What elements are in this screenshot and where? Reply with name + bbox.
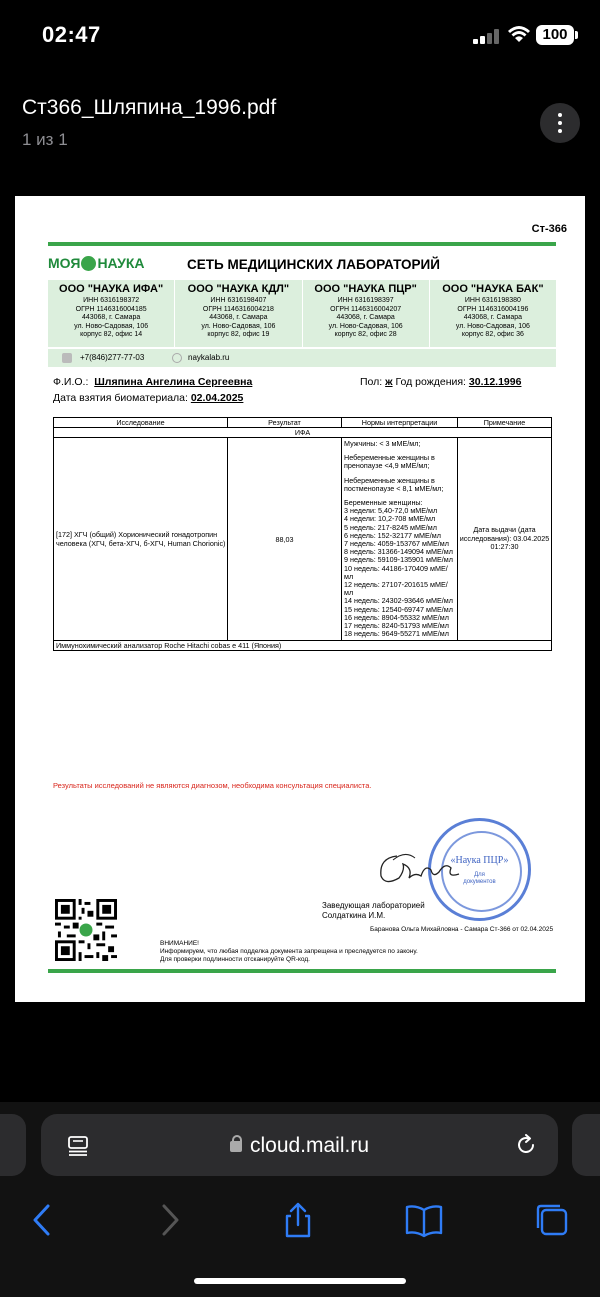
col-header: Исследование bbox=[54, 418, 228, 428]
reload-icon[interactable] bbox=[515, 1134, 537, 1156]
wifi-icon bbox=[507, 24, 531, 44]
lab-stamp: «Наука ПЦР» Для документов bbox=[428, 818, 531, 921]
lab-kdl: ООО "НАУКА КДЛ" ИНН 6316198407 ОГРН 1146316004218 443068, г. Самара ул. Ново-Садовая, 106 корпус 82, офис 19 bbox=[175, 280, 302, 347]
contacts-bar bbox=[48, 349, 556, 367]
col-header: Нормы интерпретации bbox=[342, 418, 458, 428]
status-bar bbox=[0, 0, 600, 70]
col-header: Примечание bbox=[458, 418, 552, 428]
norm-line: Беременные женщины: bbox=[344, 498, 423, 508]
norm-line: 5 недель: 217-8245 мМЕ/мл bbox=[344, 522, 437, 532]
norm-line: Небеременные женщины в пренопаузе <4,9 мМЕ/мл; bbox=[344, 453, 435, 471]
norm-line: 7 недель: 4059-153767 мМЕ/мл bbox=[344, 539, 449, 549]
notice: ВНИМАНИЕ! Информируем, что любая подделка документа запрещена и преследуется по закону. Для проверки подлинности отсканируйте QR-код. bbox=[160, 940, 418, 963]
bookmarks-button[interactable] bbox=[404, 1200, 444, 1240]
norm-line: 6 недель: 152-32177 мМЕ/мл bbox=[344, 530, 441, 540]
norm-line: 4 недели: 10,2-708 мМЕ/мл bbox=[344, 514, 436, 524]
divider bbox=[48, 969, 556, 973]
labs-block bbox=[48, 280, 556, 347]
browser-toolbar bbox=[0, 1102, 600, 1297]
disclaimer: Результаты исследований не являются диагнозом, необходима консультация специалиста. bbox=[53, 781, 372, 790]
test-name: [172] ХГЧ (общий) Хорионический гонадотропин человека (ХГЧ, бета-ХГЧ, б-ХГЧ, Human Chorionic) bbox=[54, 438, 228, 641]
norm-line: 14 недель: 24302-93646 мМЕ/мл bbox=[344, 596, 453, 606]
col-header: Результат bbox=[228, 418, 342, 428]
cellular-signal-icon bbox=[473, 28, 501, 44]
norm-line: 12 недель: 27107-201615 мМЕ/мл bbox=[344, 580, 448, 598]
address-bar[interactable] bbox=[41, 1114, 558, 1176]
test-result: 88,03 bbox=[228, 438, 342, 641]
results-table bbox=[53, 417, 552, 651]
home-indicator bbox=[194, 1278, 406, 1284]
norm-line: 8 недель: 31366-149094 мМЕ/мл bbox=[344, 547, 453, 557]
norm-line: 15 недель: 12540-69747 мМЕ/мл bbox=[344, 604, 453, 614]
signature-image bbox=[375, 848, 465, 890]
sample-date-row: Дата взятия биоматериала: 02.04.2025 bbox=[53, 392, 244, 404]
patient-name-row: Ф.И.О.: Шляпина Ангелина Сергеевна bbox=[53, 376, 253, 388]
page-count: 1 из 1 bbox=[22, 130, 68, 149]
patient-sex-birth: Пол: ж Год рождения: 30.12.1996 bbox=[360, 376, 522, 388]
qr-code-icon bbox=[55, 899, 117, 961]
head-of-lab: Заведующая лабораторией Солдаткина И.М. bbox=[322, 901, 425, 920]
phone-number: +7(846)277-77-03 bbox=[80, 353, 145, 362]
test-note: Дата выдачи (дата исследования): 03.04.2025 01:27:30 bbox=[458, 438, 552, 641]
network-title: СЕТЬ МЕДИЦИНСКИХ ЛАБОРАТОРИЙ bbox=[187, 257, 440, 272]
norm-line: 3 недели: 5,40-72,0 мМЕ/мл bbox=[344, 506, 438, 516]
document-number: Ст-366 bbox=[531, 223, 567, 235]
analyzer-info: Иммунохимический анализатор Roche Hitachi cobas e 411 (Япония) bbox=[54, 641, 552, 651]
globe-icon bbox=[172, 353, 182, 363]
norm-line: Мужчины: < 3 мМЕ/мл; bbox=[344, 439, 421, 448]
lab-ifa: ООО "НАУКА ИФА" ИНН 6316198372 ОГРН 1146316004185 443068, г. Самара ул. Ново-Садовая, 106 корпус 82, офис 14 bbox=[48, 280, 175, 347]
more-options-button[interactable] bbox=[540, 103, 580, 143]
norm-line: 18 недель: 9649-55271 мМЕ/мл bbox=[344, 629, 449, 639]
lock-icon bbox=[230, 1141, 242, 1152]
next-tab[interactable] bbox=[572, 1114, 600, 1176]
norm-line: 9 недель: 59109-135901 мМЕ/мл bbox=[344, 555, 453, 565]
norm-line: Небеременные женщины в постменопаузе < 8,1 мМЕ/мл; bbox=[344, 475, 444, 493]
leaf-icon bbox=[81, 256, 96, 271]
norm-line: 10 недель: 44186-170409 мМЕ/мл bbox=[344, 563, 448, 581]
lab-pcr: ООО "НАУКА ПЦР" ИНН 6316198397 ОГРН 1146316004207 443068, г. Самара ул. Ново-Садовая, 106 корпус 82, офис 28 bbox=[303, 280, 430, 347]
logo: МОЯ НАУКА bbox=[48, 255, 145, 271]
phone-icon bbox=[62, 353, 72, 363]
section-label: ИФА bbox=[54, 428, 552, 438]
norm-line: 17 недель: 8240-51793 мМЕ/мл bbox=[344, 621, 449, 631]
url-text[interactable]: cloud.mail.ru bbox=[41, 1134, 558, 1158]
battery-icon: 100 bbox=[536, 25, 574, 45]
patient-name: Шляпина Ангелина Сергеевна bbox=[94, 376, 253, 388]
issuer-info: Баранова Ольга Михайловна - Самара Ст-366 от 02.04.2025 bbox=[370, 926, 554, 933]
pdf-page bbox=[15, 196, 585, 1002]
website: naykalab.ru bbox=[188, 353, 230, 362]
status-time: 02:47 bbox=[42, 22, 101, 47]
forward-button[interactable] bbox=[150, 1200, 190, 1240]
document-title: Ст366_Шляпина_1996.pdf bbox=[22, 96, 277, 119]
table-row bbox=[54, 438, 552, 641]
test-norms bbox=[342, 438, 458, 641]
tabs-button[interactable] bbox=[532, 1200, 572, 1240]
share-button[interactable] bbox=[278, 1200, 318, 1240]
divider bbox=[48, 242, 556, 246]
lab-bak: ООО "НАУКА БАК" ИНН 6316198380 ОГРН 1146316004196 443068, г. Самара ул. Ново-Садовая, 106 корпус 82, офис 36 bbox=[442, 283, 544, 338]
back-button[interactable] bbox=[22, 1200, 62, 1240]
norm-line: 16 недель: 8904-55332 мМЕ/мл bbox=[344, 612, 449, 622]
previous-tab[interactable] bbox=[0, 1114, 26, 1176]
